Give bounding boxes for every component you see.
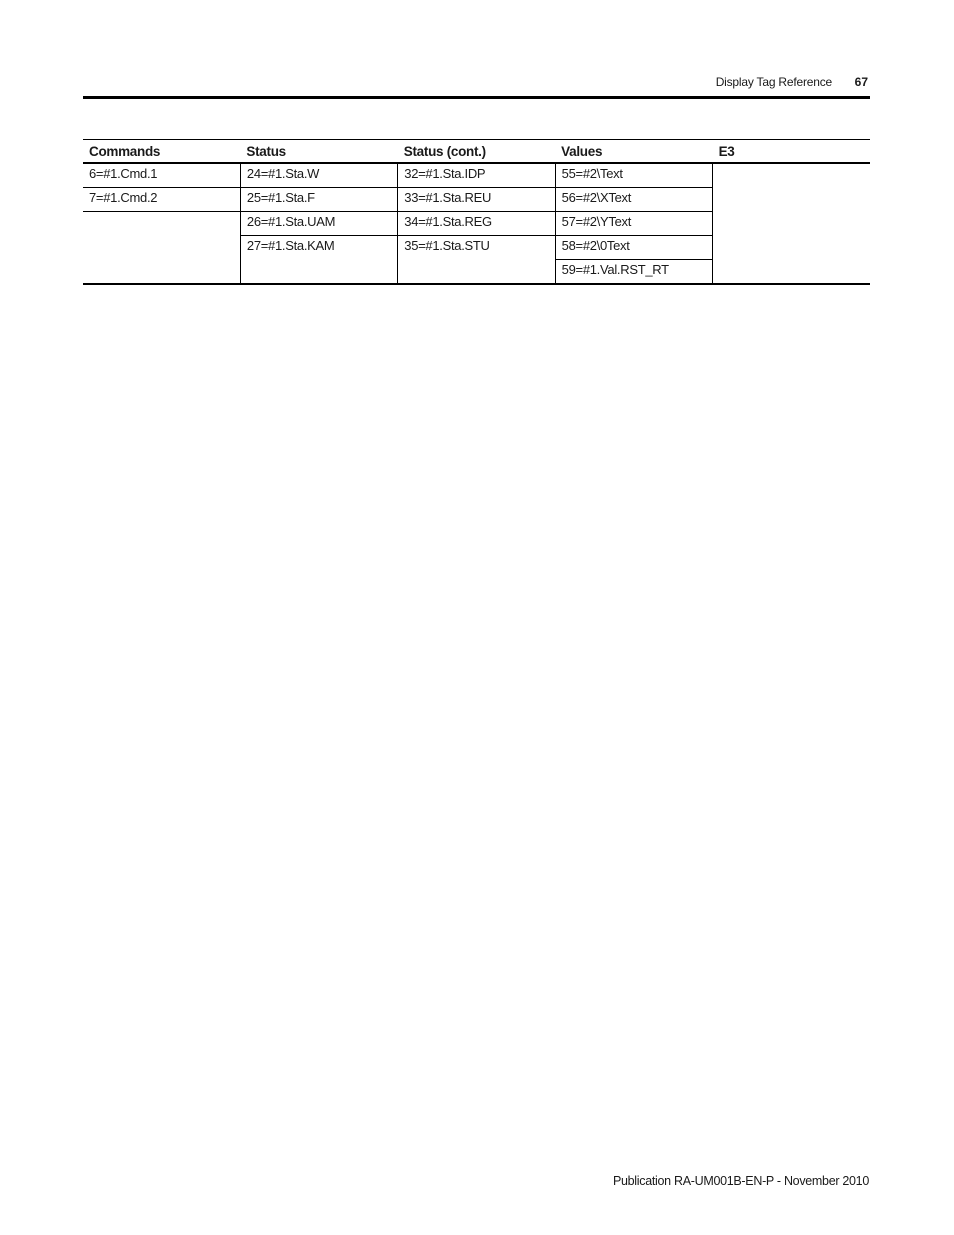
column-header-status-cont: Status (cont.) bbox=[403, 143, 486, 159]
status-cell: 27=#1.Sta.KAM bbox=[240, 236, 397, 285]
e3-cell bbox=[713, 163, 870, 284]
commands-cell-empty bbox=[83, 212, 240, 285]
column-header-values: Values bbox=[561, 143, 603, 159]
values-cell: 59=#1.Val.RST_RT bbox=[555, 260, 712, 285]
status-cell: 26=#1.Sta.UAM bbox=[240, 212, 397, 236]
section-title: Display Tag Reference bbox=[715, 75, 832, 89]
commands-cell: 6=#1.Cmd.1 bbox=[83, 163, 240, 188]
column-header-e3: E3 bbox=[718, 143, 735, 159]
page-number: 67 bbox=[854, 75, 868, 89]
status-cell: 25=#1.Sta.F bbox=[240, 188, 397, 212]
table-row bbox=[83, 163, 870, 188]
status-cont-cell: 35=#1.Sta.STU bbox=[398, 236, 555, 285]
status-cont-cell: 34=#1.Sta.REG bbox=[398, 212, 555, 236]
values-cell: 57=#2\YText bbox=[555, 212, 712, 236]
table-header-row bbox=[83, 140, 870, 164]
values-cell: 58=#2\0Text bbox=[555, 236, 712, 260]
display-tag-table bbox=[83, 139, 870, 285]
column-header-commands: Commands bbox=[89, 143, 161, 159]
commands-cell: 7=#1.Cmd.2 bbox=[83, 188, 240, 212]
status-cont-cell: 33=#1.Sta.REU bbox=[398, 188, 555, 212]
status-cont-cell: 32=#1.Sta.IDP bbox=[398, 163, 555, 188]
values-cell: 56=#2\XText bbox=[555, 188, 712, 212]
status-cell: 24=#1.Sta.W bbox=[240, 163, 397, 188]
publication-footer: Publication RA-UM001B-EN-P - November 2010 bbox=[612, 1174, 869, 1188]
values-cell: 55=#2\Text bbox=[555, 163, 712, 188]
column-header-status: Status bbox=[246, 143, 286, 159]
page-header bbox=[83, 72, 870, 94]
header-rule bbox=[83, 96, 870, 99]
